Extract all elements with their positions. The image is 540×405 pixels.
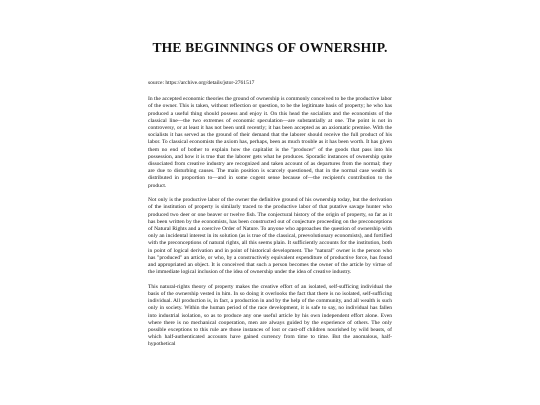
paragraph-1: In the accepted economic theories the ground of ownership is commonly conceived to be the productive labor of the owner. This is taken, without reflection or question, to be the legitimate basis of property; he who has produced a useful thing should possess and enjoy it. On this head the socialists and the economists of the classical line—the two extremes of economic speculation—are substantially at one. The point is not in controversy, or at least it has not been until recently; it has been accepted as an axiomatic premise. With the socialists it has served as the ground of their demand that the laborer should receive the full product of his labor. To classical economists the axiom has, perhaps, been as much trouble as it has been worth. It has given them no end of bother to explain how the capitalist is the "producer" of the goods that pass into his possession, and how it is true that the laborer gets what he produces. Sporadic instances of ownership quite dissociated from creative industry are recognized and taken account of as departures from the normal; they are due to disturbing causes. The main position is scarcely questioned, that in the normal case wealth is distributed in proportion to—and in some cogent sense because of—the recipient's contribution to the product. bbox=[148, 96, 392, 189]
document-body bbox=[148, 80, 392, 356]
paragraph-2: Not only is the productive labor of the owner the definitive ground of his ownership today, but the derivation of the institution of property is similarly traced to the productive labor of that putative savage hunter who produced two deer or one beaver or twelve fish. The conjectural history of the origin of property, so far as it has been written by the economists, has been constructed out of conjecture proceeding on the preconceptions of Natural Rights and a coercive Order of Nature. To anyone who approaches the question of ownership with only an incidental interest in its solution (as is true of the classical, preevolutionary economists), and fortified with the preconceptions of natural rights, all this seems plain. It sufficiently accounts for the institution, both in point of logical derivation and in point of historical development. The "natural" owner is the person who has "produced" an article, or who, by a constructively equivalent expenditure of productive force, has found and appropriated an object. It is conceived that such a person becomes the owner of the article by virtue of the immediate logical inclusion of the idea of ownership under the idea of creative industry. bbox=[148, 197, 392, 276]
source-line: source: https://archive.org/details/jstor-2761517 bbox=[148, 80, 255, 86]
document-title: THE BEGINNINGS OF OWNERSHIP. bbox=[152, 40, 388, 55]
paragraph-3: This natural-rights theory of property makes the creative effort of an isolated, self-sufficing individual the basis of the ownership vested in him. In so doing it overlooks the fact that there is no isolated, self-sufficing individual. All production is, in fact, a production in and by the help of the community, and all wealth is such only in society. Within the human period of the race development, it is safe to say, no individual has fallen into industrial isolation, so as to produce any one useful article by his own independent effort alone. Even where there is no mechanical cooperation, men are always guided by the experience of others. The only possible exceptions to this rule are those instances of lost or cast-off children nourished by wild beasts, of which half-authenticated accounts have gained currency from time to time. But the anomalous, half-hypothetical bbox=[148, 283, 392, 348]
